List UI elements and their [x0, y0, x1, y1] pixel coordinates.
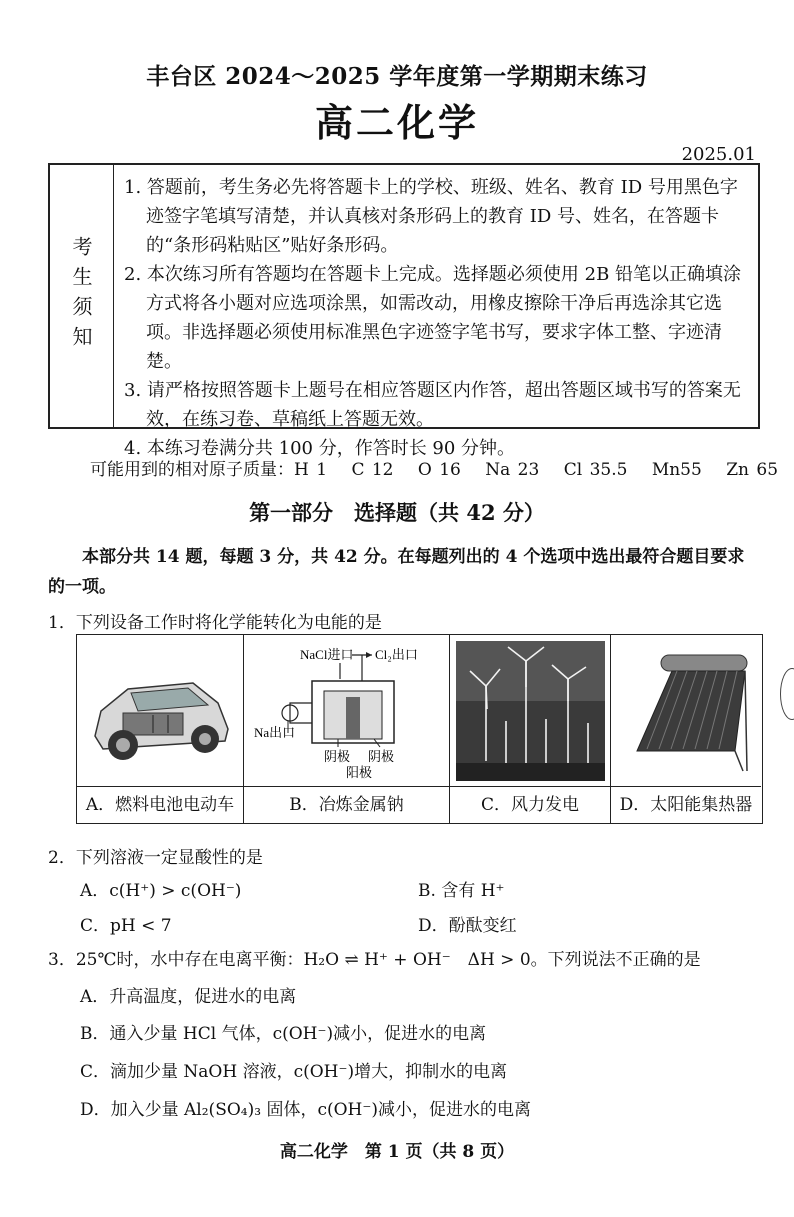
question-1-options-table: [76, 634, 763, 824]
diagram-cl2-outlet-label: Cl₂出口: [375, 647, 418, 662]
binding-margin-arc: [780, 668, 794, 720]
part-intro: 本部分共 14 题，每题 3 分，共 42 分。在每题列出的 4 个选项中选出最符合题目要求的一项。: [48, 547, 745, 597]
diagram-nacl-inlet-label: NaCl进口: [300, 647, 354, 662]
page-footer: 高二化学 第 1 页（共 8 页）: [279, 1142, 515, 1162]
notice-item: 3. 请严格按照答题卡上题号在相应答题区内作答，超出答题区域书写的答案无效，在练习卷、草稿纸上答题无效。: [124, 380, 741, 430]
wind-turbines-image: [456, 641, 605, 781]
exam-date: 2025.01: [681, 144, 756, 165]
question-3-option-a: A．升高温度，促进水的电离: [80, 987, 297, 1007]
question-3-stem: 3．25℃时，水中存在电离平衡：H₂O ⇌ H⁺ + OH⁻ ΔH > 0。下列说法不正确的是: [48, 950, 701, 970]
notice-label: 考生须知: [50, 165, 114, 427]
option-b-caption: B．冶炼金属钠: [244, 786, 449, 823]
question-2-option-a: A．c(H⁺) > c(OH⁻): [80, 881, 242, 901]
diagram-cathode-label: 阴极: [324, 749, 351, 764]
question-1-stem: 1．下列设备工作时将化学能转化为电能的是: [48, 613, 382, 633]
option-c-cell: [450, 635, 611, 823]
question-2-option-d: D．酚酞变红: [418, 916, 517, 936]
question-3-option-d: D．加入少量 Al₂(SO₄)₃ 固体，c(OH⁻)减小，促进水的电离: [80, 1100, 531, 1120]
question-2-option-c: C．pH < 7: [80, 916, 172, 936]
exam-title: 高二化学: [314, 100, 479, 145]
question-2-option-b: B. 含有 H⁺: [418, 881, 505, 901]
option-d-cell: [611, 635, 761, 823]
option-d-caption: D．太阳能集热器: [611, 786, 761, 823]
option-c-caption: C．风力发电: [450, 786, 610, 823]
fuel-cell-car-image: [83, 641, 238, 781]
notice-box: [48, 163, 760, 459]
option-a-caption: A．燃料电池电动车: [77, 786, 243, 823]
notice-body: [124, 173, 754, 463]
solar-water-heater-image: [617, 641, 755, 781]
option-a-cell: [77, 635, 244, 823]
question-3-option-b: B．通入少量 HCl 气体，c(OH⁻)减小，促进水的电离: [80, 1024, 487, 1044]
option-b-cell: [244, 635, 450, 823]
exam-subtitle: 丰台区 2024～2025 学年度第一学期期末练习: [146, 63, 648, 90]
question-2-stem: 2．下列溶液一定显酸性的是: [48, 848, 263, 868]
notice-item: 1. 答题前，考生务必先将答题卡上的学校、班级、姓名、教育 ID 号用黑色字迹签字笔填写清楚，并认真核对条形码上的教育 ID 号、姓名，在答题卡的“条形码粘贴区”贴好条形码。: [124, 177, 738, 256]
diagram-anode-label: 阳极: [346, 765, 373, 780]
notice-item: 2. 本次练习所有答题均在答题卡上完成。选择题必须使用 2B 铅笔以正确填涂方式将各小题对应选项涂黑，如需改动，用橡皮擦除干净后再选涂其它选项。非选择题必须使用标准黑色字迹签字笔书写，要求字体工整、字迹清楚。: [124, 264, 742, 372]
diagram-na-outlet-label: Na出口: [254, 725, 296, 740]
notice-item: 4. 本练习卷满分共 100 分，作答时长 90 分钟。: [124, 438, 516, 459]
atomic-masses: 可能用到的相对原子质量：H 1 C 12 O 16 Na 23 Cl 35.5 Mn55 Zn 65: [90, 460, 779, 480]
question-3-option-c: C．滴加少量 NaOH 溶液，c(OH⁻)增大，抑制水的电离: [80, 1062, 508, 1082]
part-title: 第一部分 选择题（共 42 分）: [249, 500, 545, 525]
sodium-electrolysis-diagram: [250, 641, 444, 781]
diagram-cathode-label: 阴极: [368, 749, 395, 764]
